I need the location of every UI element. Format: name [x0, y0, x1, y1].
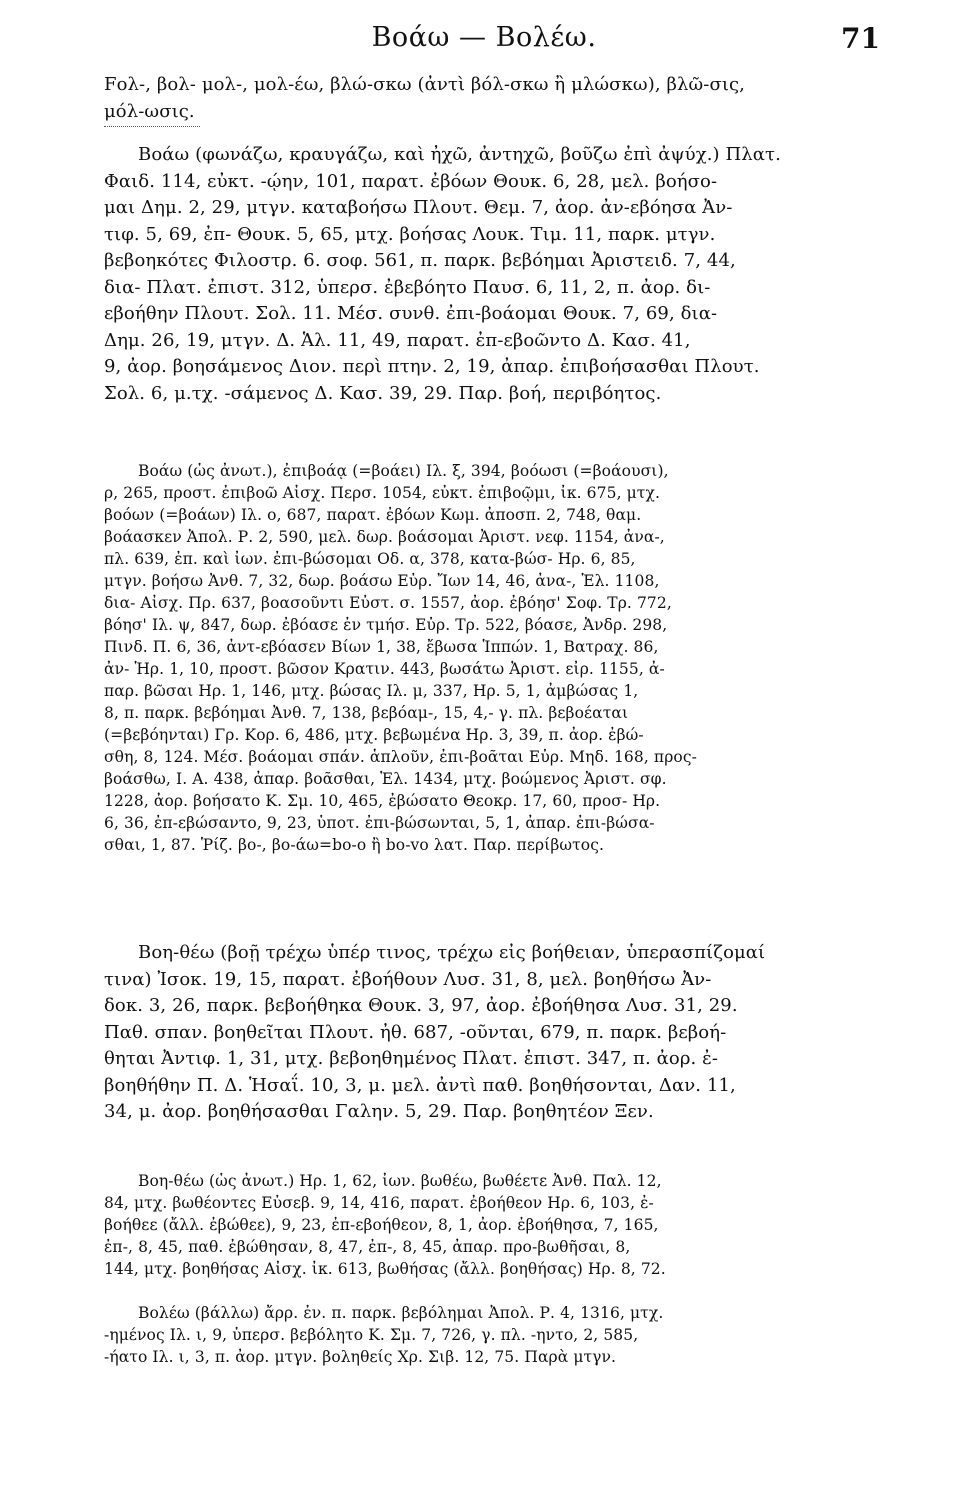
text-line: μαι Δημ. 2, 29, μτγν. καταβοήσω Πλουτ. Θεμ. 7, ἀορ. ἀν-εβόησα Ἀν-	[104, 197, 733, 218]
text-line: τιφ. 5, 69, ἐπ- Θουκ. 5, 65, μτχ. βοήσας Λουκ. Τιμ. 11, παρκ. μτγν.	[104, 223, 716, 245]
text-line: ρ, 265, προστ. ἐπιβοῶ Αἰσχ. Περσ. 1054, εὐκτ. ἐπιβοῷμι, ἰκ. 675, μτχ.	[104, 484, 660, 502]
note-boao	[104, 460, 880, 856]
text-line: δοκ. 3, 26, παρκ. βεβοήθηκα Θουκ. 3, 97, ἀορ. ἐβοήθησα Λυσ. 31, 29.	[104, 995, 738, 1016]
text-line: Πινδ. Π. 6, 36, ἀντ-εβόασεν Βίων 1, 38, ἔβωσα Ἱππών. 1, Βατραχ. 86,	[104, 638, 659, 656]
text-line: σθαι, 1, 87. Ῥίζ. βο-, βο-άω=bo-o ἢ bo-vo λατ. Παρ. περίβωτος.	[104, 836, 605, 854]
text-line: μόλ-ωσις.	[104, 100, 195, 122]
intro-roots	[104, 72, 880, 125]
text-line: σθη, 8, 124. Μέσ. βοάομαι σπάν. ἁπλοῦν, ἐπι-βοᾶται Εὐρ. Μηδ. 168, προς-	[104, 748, 697, 766]
text-line: βόησ' Ιλ. ψ, 847, δωρ. ἐβόασε ἐν τμήσ. Εὐρ. Τρ. 522, βόασε, Ἀνδρ. 298,	[104, 616, 668, 634]
text-line: Φαιδ. 114, εὐκτ. -ῴην, 101, παρατ. ἐβόων Θουκ. 6, 28, μελ. βοήσο-	[104, 170, 718, 192]
text-line: (=βεβόηνται) Γρ. Κορ. 6, 486, μτχ. βεβωμένα Ηρ. 3, 39, π. ἀορ. ἐβώ-	[104, 726, 644, 744]
text-line: -ήατο Ιλ. ι, 3, π. ἀορ. μτγν. βοληθείς Χρ. Σιβ. 12, 75. Παρὰ μτγν.	[104, 1348, 617, 1366]
entry-boetheo	[104, 940, 880, 1126]
text-line: Fολ-, βολ- μολ-, μολ-έω, βλώ-σκω (ἀντὶ βόλ-σκω ἢ μλώσκω), βλῶ-σις,	[104, 74, 745, 95]
text-line: Σολ. 6, μ.τχ. -σάμενος Δ. Κασ. 39, 29. Παρ. βοή, περιβόητος.	[104, 382, 662, 404]
text-line: δια- Αἰσχ. Πρ. 637, βοασοῦντι Εὐστ. σ. 1557, ἀορ. ἐβόησ' Σοφ. Τρ. 772,	[104, 594, 672, 612]
text-line: βοόων (=βοάων) Ιλ. ο, 687, παρατ. ἐβόων Κωμ. ἀποσπ. 2, 748, θαμ.	[104, 506, 642, 524]
note-headword-line: Βοάω (ὡς ἀνωτ.), ἐπιβοάᾳ (=βοάει) Ιλ. ξ, 394, βοόωσι (=βοάουσι),	[138, 462, 669, 480]
text-line: πλ. 639, ἐπ. καὶ ἰων. ἐπι-βώσομαι Οδ. α, 378, κατα-βώσ- Ηρ. 6, 85,	[104, 550, 636, 568]
text-line: βοηθήθην Π. Δ. Ἡσαΐ. 10, 3, μ. μελ. ἀντὶ παθ. βοηθήσονται, Δαν. 11,	[104, 1074, 736, 1096]
text-line: ἐπ-, 8, 45, παθ. ἐβώθησαν, 8, 47, ἐπ-, 8, 45, ἀπαρ. προ-βωθῆσαι, 8,	[104, 1238, 631, 1256]
text-line: βοάσθω, Ι. Α. 438, ἀπαρ. βοᾶσθαι, Ἑλ. 1434, μτχ. βοώμενος Ἀριστ. σφ.	[104, 770, 667, 788]
text-line: 84, μτχ. βωθέοντες Εὐσεβ. 9, 14, 416, παρατ. ἐβοήθεον Ηρ. 6, 103, ἐ-	[104, 1194, 654, 1212]
text-line: 1228, ἀορ. βοήσατο Κ. Σμ. 10, 465, ἐβώσατο Θεοκρ. 17, 60, προσ- Ηρ.	[104, 792, 661, 810]
running-head: Βοάω — Βολέω.	[371, 22, 597, 53]
note-headword-line: Βολέω (βάλλω) ἄρρ. ἐν. π. παρκ. βεβόλημαι Ἀπολ. Ρ. 4, 1316, μτχ.	[138, 1304, 664, 1322]
text-line: 144, μτχ. βοηθήσας Αἰσχ. ἰκ. 613, βωθήσας (ἄλλ. βοηθήσας) Ηρ. 8, 72.	[104, 1260, 666, 1278]
entry-headword-line: Βοη-θέω (βοῇ τρέχω ὑπέρ τινος, τρέχω εἰς βοήθειαν, ὑπερασπίζομαί	[138, 942, 766, 963]
text-line: Παθ. σπαν. βοηθεῖται Πλουτ. ἠθ. 687, -οῦνται, 679, π. παρκ. βεβοή-	[104, 1021, 727, 1043]
text-line: 34, μ. ἀορ. βοηθήσασθαι Γαλην. 5, 29. Παρ. βοηθητέον Ξεν.	[104, 1101, 654, 1122]
note-headword-line: Βοη-θέω (ὡς ἀνωτ.) Ηρ. 1, 62, ἰων. βωθέω, βωθέετε Ἀνθ. Παλ. 12,	[138, 1172, 662, 1190]
text-line: δια- Πλατ. ἐπιστ. 312, ὑπερσ. ἐβεβόητο Παυσ. 6, 11, 2, π. ἀορ. δι-	[104, 276, 711, 298]
text-line: 9, ἀορ. βοησάμενος Διον. περὶ πτην. 2, 19, ἀπαρ. ἐπιβοήσασθαι Πλουτ.	[104, 356, 760, 377]
text-line: θηται Ἀντιφ. 1, 31, μτχ. βεβοηθημένος Πλατ. ἐπιστ. 347, π. ἀορ. ἐ-	[104, 1048, 719, 1069]
text-line: βοάασκεν Ἀπολ. Ρ. 2, 590, μελ. δωρ. βοάσομαι Ἀριστ. νεφ. 1154, ἀνα-,	[104, 528, 665, 546]
note-boetheo	[104, 1170, 880, 1280]
page-number: 71	[841, 22, 880, 55]
text-line: εβοήθην Πλουτ. Σολ. 11. Μέσ. συνθ. ἐπι-βοάομαι Θουκ. 7, 69, δια-	[104, 303, 718, 324]
text-line: μτγν. βοήσω Ἀνθ. 7, 32, δωρ. βοάσω Εὐρ. Ἴων 14, 46, ἀνα-, Ἑλ. 1108,	[104, 572, 660, 590]
entry-headword-line: Βοάω (φωνάζω, κραυγάζω, καὶ ἠχῶ, ἀντηχῶ, βοῦζω ἐπὶ ἀψύχ.) Πλατ.	[138, 144, 781, 165]
text-line: βεβοηκότες Φιλοστρ. 6. σοφ. 561, π. παρκ. βεβόημαι Ἀριστειδ. 7, 44,	[104, 250, 736, 271]
text-line: 6, 36, ἐπ-εβώσαντο, 9, 23, ὑποτ. ἐπι-βώσωνται, 5, 1, ἀπαρ. ἐπι-βώσα-	[104, 814, 655, 832]
text-line: παρ. βῶσαι Ηρ. 1, 146, μτχ. βώσας Ιλ. μ, 337, Ηρ. 5, 1, ἀμβώσας 1,	[104, 682, 639, 700]
text-line: Δημ. 26, 19, μτγν. Δ. Ἁλ. 11, 49, παρατ. ἐπ-εβοῶντο Δ. Κασ. 41,	[104, 329, 691, 351]
text-line: ἀν- Ἡρ. 1, 10, προστ. βῶσον Κρατιν. 443, βωσάτω Ἀριστ. εἰρ. 1155, ἀ-	[104, 660, 665, 678]
entry-boao	[104, 142, 880, 407]
text-line: -ημένος Ιλ. ι, 9, ὑπερσ. βεβόλητο Κ. Σμ. 7, 726, γ. πλ. -ηντο, 2, 585,	[104, 1326, 639, 1344]
page-header	[0, 22, 968, 62]
text-line: 8, π. παρκ. βεβόημαι Ἀνθ. 7, 138, βεβόαμ-, 15, 4,- γ. πλ. βεβοέαται	[104, 704, 629, 722]
text-line: βοήθεε (ἄλλ. ἐβώθεε), 9, 23, ἐπ-εβοήθεον, 8, 1, ἀορ. ἐβοήθησα, 7, 165,	[104, 1216, 659, 1234]
text-line: τινα) Ἰσοκ. 19, 15, παρατ. ἐβοήθουν Λυσ. 31, 8, μελ. βοηθήσω Ἀν-	[104, 968, 712, 990]
note-boleo	[104, 1302, 880, 1368]
section-divider	[104, 126, 200, 127]
